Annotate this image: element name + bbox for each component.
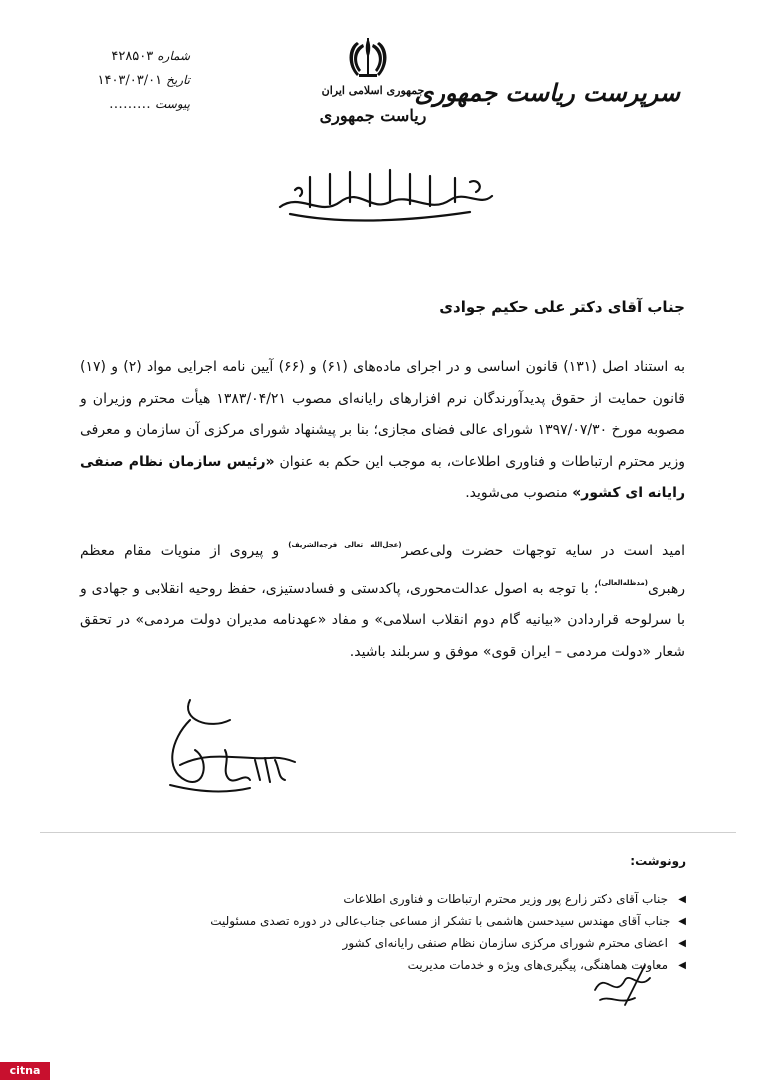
salutation: جناب آقای دکتر علی حکیم جوادی <box>439 298 685 316</box>
signature-icon <box>150 690 300 805</box>
arrow-left-icon: ◀ <box>678 915 686 927</box>
paragraph-2-part-b: و پیروی از منویات مقام معظم رهبری <box>80 543 685 597</box>
meta-date-value: ۱۴۰۳/۰۳/۰۱ <box>97 72 163 88</box>
meta-date-label: تاریخ <box>166 73 190 87</box>
initials-icon <box>585 960 660 1010</box>
cc-item-text: جناب آقای مهندس سیدحسن هاشمی با تشکر از مساعی جناب‌عالی در دوره تصدی مسئولیت <box>210 914 671 928</box>
cc-title: رونوشت: <box>630 854 686 868</box>
meta-date-row <box>40 68 190 92</box>
meta-attachment-row <box>40 92 190 116</box>
paragraph-1-text: به استناد اصل (۱۳۱) قانون اساسی و در اجرای ماده‌های (۶۱) و (۶۶) آیین نامه اجرایی مواد (۲) و (۱۷) قانون حمایت از حقوق پدیدآورندگان نرم افزارهای رایانه‌ای مصوب ۱۳۸۳/۰۴/۲۱ هیأت محترم وزیران و مصوبه مورخ ۱۳۹۷/۰۷/۳۰ شورای عالی فضای مجازی؛ بنا بر پیشنهاد شورای مرکزی آن سازمان و معرفی وزیر محترم ارتباطات و فناوری اطلاعات، به موجب این حکم به عنوان <box>80 359 685 470</box>
footer-divider <box>40 832 736 833</box>
paragraph-1-end: منصوب می‌شوید. <box>465 485 568 501</box>
arrow-left-icon: ◀ <box>678 893 686 905</box>
cc-item <box>210 910 686 932</box>
letter-meta <box>40 44 190 116</box>
cc-item-text: معاونت هماهنگی، پیگیری‌های ویژه و خدمات مدیریت <box>407 958 668 972</box>
meta-attachment-value: ......... <box>109 96 151 112</box>
meta-number-row <box>40 44 190 68</box>
supervisor-title: سرپرست ریاست جمهوری <box>414 78 680 107</box>
cc-item-text: اعضای محترم شورای مرکزی سازمان نظام صنفی رایانه‌ای کشور <box>342 936 668 950</box>
cc-item-text: جناب آقای دکتر زارع پور وزیر محترم ارتباطات و فناوری اطلاعات <box>343 892 668 906</box>
bismillah-calligraphy-icon <box>270 162 500 232</box>
honorific-1: (عجل‌الله تعالی فرجه‌الشریف) <box>288 541 402 549</box>
arrow-left-icon: ◀ <box>678 937 686 949</box>
paragraph-2-part-c: ؛ با توجه به اصول عدالت‌محوری، پاکدستی و فسادستیزی، حفظ روحیه انقلابی و جهادی و با سرلوحه قراردادن «بیانیه گام دوم انقلاب اسلامی» و مفاد «عهدنامه مدیران دولت مردمی» در تحقق شعار «دولت مردمی – ایران قوی» موفق و سربلند باشید. <box>80 580 685 660</box>
meta-attachment-label: پیوست <box>155 97 190 111</box>
cc-item <box>246 888 686 910</box>
meta-number-label: شماره <box>157 49 190 63</box>
paragraph-1 <box>80 352 685 510</box>
iran-emblem-icon <box>343 34 393 84</box>
citna-logo: citna <box>9 1064 41 1077</box>
cc-item <box>246 932 686 954</box>
paragraph-2 <box>80 530 685 668</box>
government-name: جمهوری اسلامی ایران <box>321 84 425 97</box>
appointment-title: «رئیس سازمان نظام صنفی رایانه ای کشور» <box>80 453 685 501</box>
paragraph-2-part-a: امید است در سایه توجهات حضرت ولی‌عصر <box>401 543 686 559</box>
meta-number-value: ۴۲۸۵۰۳ <box>111 48 154 64</box>
arrow-left-icon: ◀ <box>678 959 686 971</box>
presidency-title: ریاست جمهوری <box>319 106 427 125</box>
honorific-2: (مدظله‌العالی) <box>598 578 648 587</box>
